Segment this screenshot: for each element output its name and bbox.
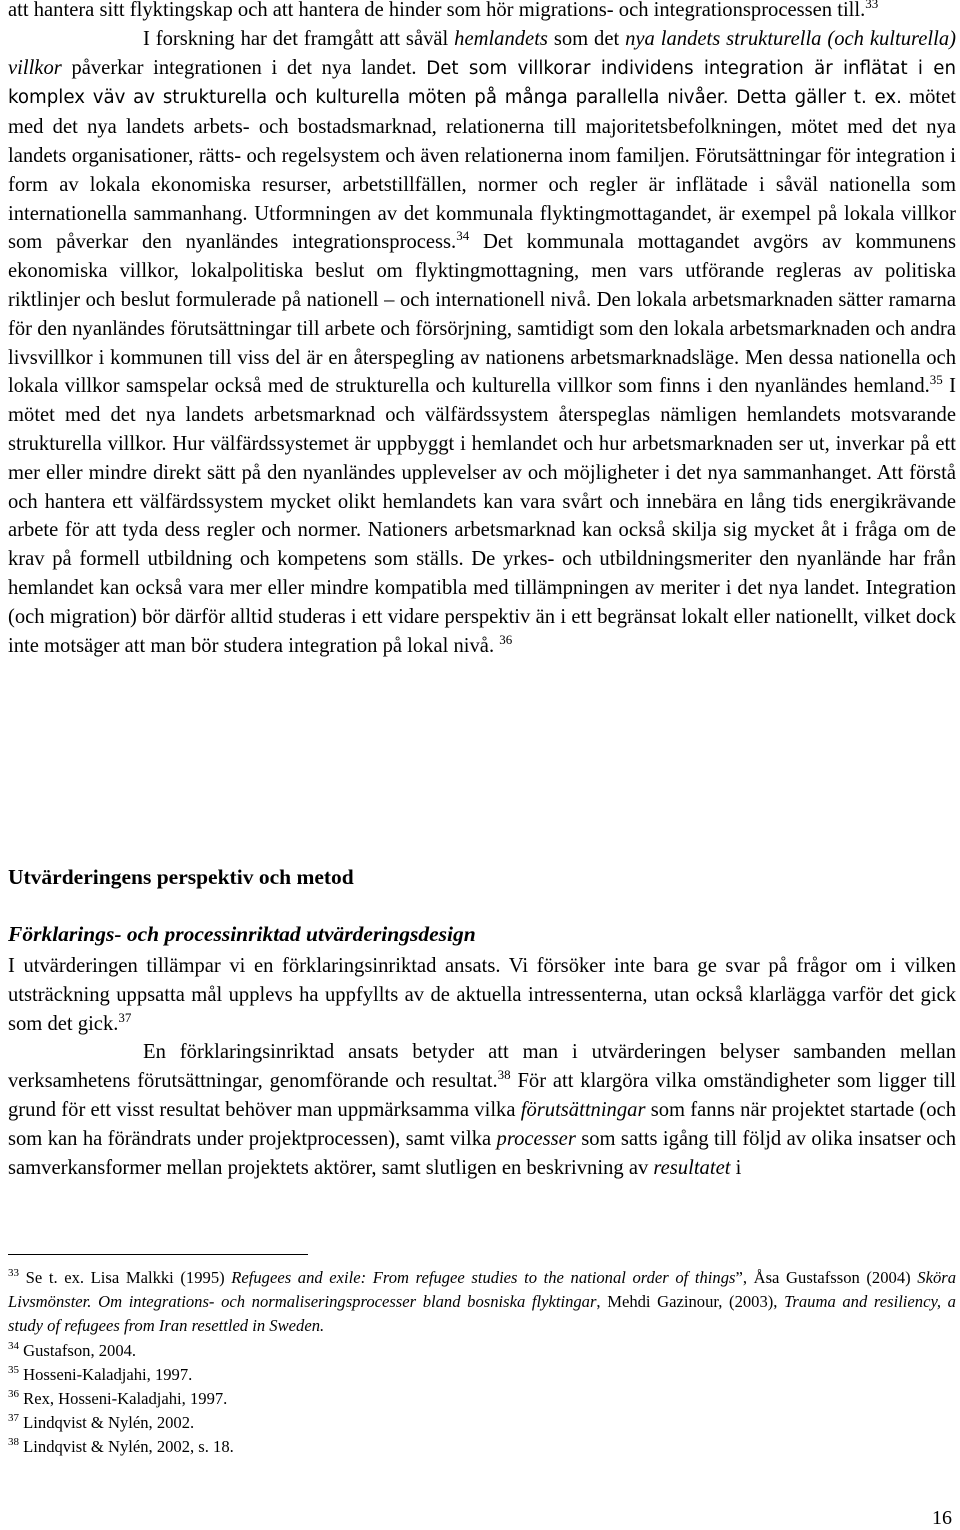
paragraph-integration-conditions xyxy=(8,25,956,661)
footnote-ref-36[interactable]: 36 xyxy=(499,631,513,647)
footnote-33 xyxy=(8,1266,956,1339)
paragraph-text: mötet med det nya landets arbets- och bostadsmarknad, relationerna till majoritetsbefolkningen, mötet med det nya landets organisationer, rätts- och regelsystem och även relationerna inom familjen. Förutsättningar för integration i form av lokala ekonomiska resurser, arbetstillfällen, normer och regler är inflätade i såväl nationella som internationella sammanhang. Utformningen av det kommunala flyktingmottagandet, är exempel på lokala villkor som påverkar den nyanländes integrationsprocess. xyxy=(8,86,956,254)
footnote-text: Hosseni-Kaladjahi, 1997. xyxy=(19,1364,193,1384)
footnote-38 xyxy=(8,1435,956,1459)
paragraph-approach xyxy=(8,952,956,1038)
paragraph-text: Det kommunala mottagandet avgörs av kommunens ekonomiska villkor, lokalpolitiska beslut om flyktingmottagning, men vars utförande regleras av politiska riktlinjer och beslut formulerade på nationell – och internationell nivå. Den lokala arbetsmarknaden sätter ramarna för den nyanländes förutsättningar till arbete och försörjning, samtidigt som den lokala arbetsmarknaden och andra livsvillkor i kommunen till viss del är en återspegling av nationens arbetsmarknadsläge. Men dessa nationella och lokala villkor samspelar också med de strukturella och kulturella villkor som finns i den nyanländes hemland. xyxy=(8,231,956,398)
footnote-34 xyxy=(8,1339,956,1363)
paragraph-explanatory xyxy=(8,1038,956,1182)
footnote-text: Gustafson, 2004. xyxy=(19,1340,137,1360)
paragraph-text: I utvärderingen tillämpar vi en förklaringsinriktad ansats. Vi försöker inte bara ge svar på frågor om i vilken utsträckning uppsatta mål upplevs ha uppfyllts av de aktuella intressenterna, utan också klarlägga varför det gick som det gick. xyxy=(8,955,956,1035)
paragraph-text: I forskning har det framgått att såväl xyxy=(143,27,455,50)
section-heading: Utvärderingens perspektiv och metod xyxy=(8,865,354,889)
footnotes xyxy=(8,1266,956,1460)
emphasis-hemlandets: hemlandets xyxy=(454,27,548,50)
emphasis-forutsattningar: förutsättningar xyxy=(520,1098,646,1121)
footnote-ref-35[interactable]: 35 xyxy=(929,372,943,388)
footnote-number: 36 xyxy=(8,1388,19,1401)
footnote-35 xyxy=(8,1363,956,1387)
paragraph-text: som satts igång till följd av olika insatser och samverkansformer mellan projektets aktörer, samt slutligen en beskrivning av xyxy=(8,1127,956,1179)
page-number: 16 xyxy=(932,1507,952,1529)
paragraph-text: påverkar integrationen i det nya landet. xyxy=(61,56,427,79)
footnote-ref-34[interactable]: 34 xyxy=(456,228,470,244)
footnote-ref-37[interactable]: 37 xyxy=(118,1009,132,1025)
footnote-number: 33 xyxy=(8,1267,19,1279)
paragraph-text: I mötet med det nya landets arbetsmarknad och välfärdssystem återspeglas nämligen hemlandets motsvarande strukturella villkor. Hur välfärdssystemet är uppbyggt i hemlandet och hur arbetsmarknaden ser ut, inverkar på ett mer eller mindre direkt sätt på den nyanländes upplevelser av och möjligheter i det nya sammanhanget. Att förstå och hantera ett välfärdssystem mycket olikt hemlandets kan vara svårt och innebära en lång tids energikrävande arbete för att tyda dess regler och normer. Nationers arbetsmarknad kan också skilja sig mycket åt i fråga om de krav på formell utbildning och kompetens som ställs. De yrkes- och utbildningsmeriter den nyanlände har från hemlandet kan också vara mer eller mindre kompatibla med tillämpningen av meriter i det nya landet. Integration (och migration) bör därför alltid studeras i ett vidare perspektiv än i ett begränsat lokalt eller nationellt, vilket dock inte motsäger att man bör studera integration på lokal nivå. xyxy=(8,375,956,657)
footnote-title: Trauma and resiliency, a study of refugees from Iran resettled in Sweden. xyxy=(8,1292,956,1336)
footnote-text: Rex, Hosseni-Kaladjahi, 1997. xyxy=(19,1389,228,1409)
footnote-36 xyxy=(8,1387,956,1411)
footnote-37 xyxy=(8,1411,956,1435)
emphasis-resultatet: resultatet xyxy=(653,1156,731,1179)
footnote-number: 34 xyxy=(8,1339,19,1352)
paragraph-text-sans: Det som villkorar individens integration är inflätat i en komplex väv av strukturella och kulturella möten på många parallella nivåer. Detta gäller t. ex. xyxy=(8,57,956,109)
footnote-text: Lindqvist & Nylén, 2002, s. 18. xyxy=(19,1437,234,1457)
footnote-ref-38[interactable]: 38 xyxy=(497,1067,511,1083)
footnote-number: 35 xyxy=(8,1363,19,1376)
section-subheading: Förklarings- och processinriktad utvärderingsdesign xyxy=(8,922,476,946)
footnote-text: Se t. ex. Lisa Malkki (1995) xyxy=(19,1268,232,1287)
footnote-ref-33[interactable]: 33 xyxy=(865,0,879,11)
paragraph-text: För att klargöra vilka omständigheter som ligger till grund för ett visst resultat behöver man uppmärksamma vilka xyxy=(8,1070,956,1121)
footnote-divider xyxy=(8,1254,308,1255)
paragraph-continuation xyxy=(8,0,956,25)
emphasis-processer: processer xyxy=(496,1127,576,1150)
footnote-title: Sköra Livsmönster. Om integrations- och normaliseringsprocesser bland bosniska flyktingar xyxy=(8,1268,956,1312)
footnote-text: ”, Åsa Gustafsson (2004) xyxy=(735,1268,918,1287)
paragraph-text: i xyxy=(730,1156,742,1179)
intro-section xyxy=(8,0,956,660)
paragraph-text: som fanns när projektet startade (och som kan ha förändrats under projektprocessen), samt vilka xyxy=(8,1098,956,1150)
emphasis-nya-landets: nya landets strukturella (och kulturella) villkor xyxy=(8,27,957,79)
document-page xyxy=(8,0,956,1530)
paragraph-text: att hantera sitt flyktingskap och att hantera de hinder som hör migrations- och integrationsprocessen till. xyxy=(8,0,866,21)
footnote-number: 37 xyxy=(8,1412,19,1425)
footnote-number: 38 xyxy=(8,1436,19,1449)
paragraph-text: som det xyxy=(547,27,626,50)
footnote-text: Lindqvist & Nylén, 2002. xyxy=(19,1413,195,1433)
footnote-title: Refugees and exile: From refugee studies to the national order of things xyxy=(231,1268,736,1287)
method-section xyxy=(8,952,956,1182)
paragraph-text: En förklaringsinriktad ansats betyder att man i utvärderingen belyser sambanden mellan verksamhetens förutsättningar, genomförande och resultat. xyxy=(8,1041,956,1093)
footnote-text: , Mehdi Gazinour, (2003), xyxy=(596,1292,785,1312)
